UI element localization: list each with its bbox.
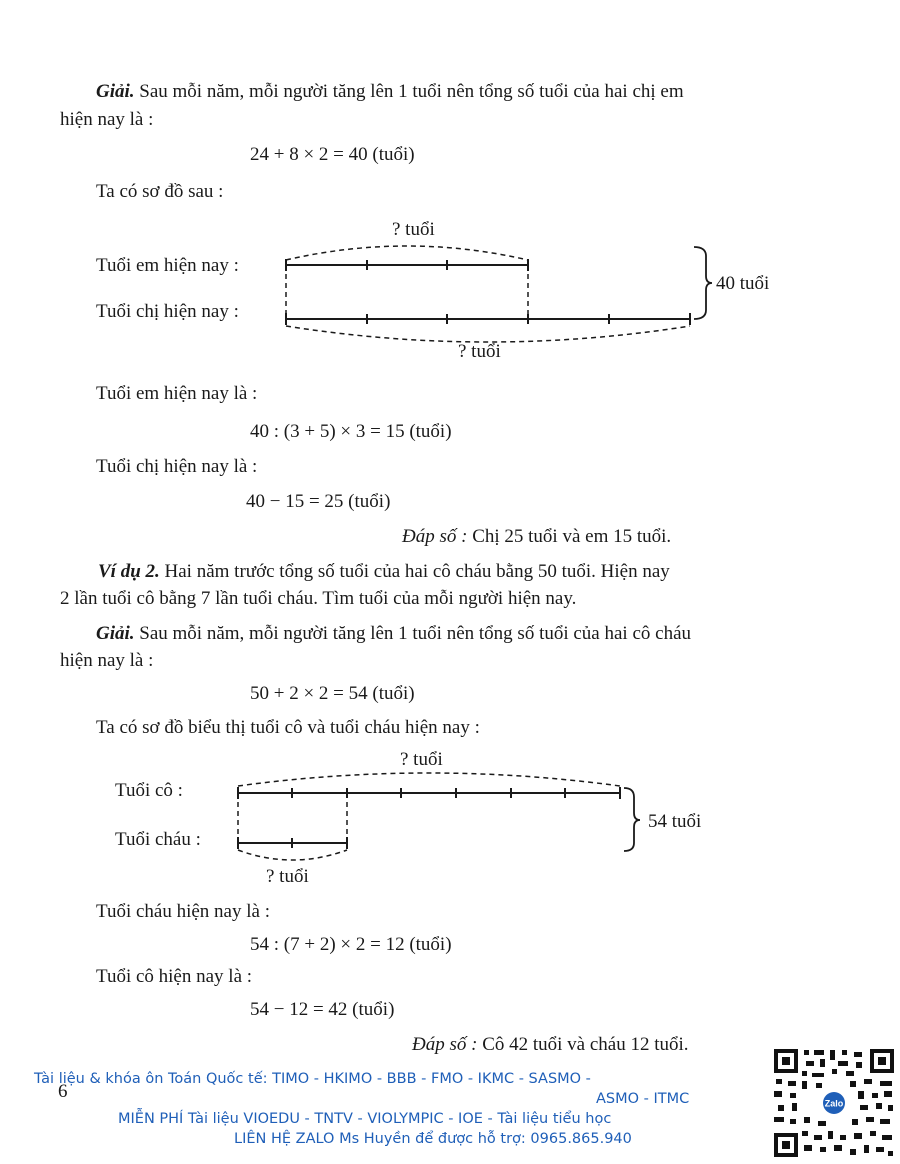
ex2-title: Ví dụ 2. bbox=[98, 561, 160, 582]
ex1-answer-text: Chị 25 tuổi và em 15 tuổi. bbox=[467, 526, 672, 547]
footer-line3: MIỄN PHÍ Tài liệu VIOEDU - TNTV - VIOLYMPIC - IOE - Tài liệu tiểu học bbox=[118, 1111, 612, 1127]
ex2-answer bbox=[412, 1033, 689, 1057]
footer-line1: Tài liệu & khóa ôn Toán Quốc tế: TIMO - HKIMO - BBB - FMO - IKMC - SASMO - bbox=[34, 1071, 591, 1087]
ex1-step1-equation: 40 : (3 + 5) × 3 = 15 (tuổi) bbox=[250, 421, 452, 442]
ex2-diagram-question-top: ? tuổi bbox=[400, 749, 443, 770]
ex2-solution-text: Sau mỗi năm, mỗi người tăng lên 1 tuổi nên tổng số tuổi của hai cô cháu bbox=[134, 623, 692, 644]
ex2-step1-equation: 54 : (7 + 2) × 2 = 12 (tuổi) bbox=[250, 934, 452, 955]
footer-line4: LIÊN HỆ ZALO Ms Huyền để được hỗ trợ: 0965.865.940 bbox=[234, 1131, 632, 1147]
ex1-answer-label: Đáp số : bbox=[402, 526, 468, 547]
ex2-diagram-total: 54 tuổi bbox=[648, 811, 702, 832]
ex1-diagram-question-top: ? tuổi bbox=[392, 219, 435, 240]
ex1-step2-text: Tuổi chị hiện nay là : bbox=[96, 456, 258, 477]
ex2-diagram-intro: Ta có sơ đồ biểu thị tuổi cô và tuổi cháu hiện nay : bbox=[96, 717, 480, 738]
ex1-equation-1: 24 + 8 × 2 = 40 (tuổi) bbox=[250, 144, 415, 165]
footer-line2: ASMO - ITMC bbox=[596, 1091, 690, 1107]
ex2-answer-text: Cô 42 tuổi và cháu 12 tuổi. bbox=[477, 1034, 689, 1055]
ex1-step2-equation: 40 − 15 = 25 (tuổi) bbox=[246, 491, 391, 512]
ex2-diagram-question-bottom: ? tuổi bbox=[266, 866, 309, 887]
ex1-step1-text: Tuổi em hiện nay là : bbox=[96, 383, 258, 404]
ex2-solution-line2: hiện nay là : bbox=[60, 650, 154, 671]
ex2-step2-equation: 54 − 12 = 42 (tuổi) bbox=[250, 999, 395, 1020]
zalo-badge-text: Zalo bbox=[824, 1098, 844, 1109]
ex2-equation-1: 50 + 2 × 2 = 54 (tuổi) bbox=[250, 683, 415, 704]
page-number: 6 bbox=[58, 1081, 68, 1102]
ex1-diagram-total: 40 tuổi bbox=[716, 273, 770, 294]
ex1-diagram-label-older: Tuổi chị hiện nay : bbox=[96, 301, 239, 322]
zalo-qr-code bbox=[772, 1047, 896, 1159]
ex2-step2-text: Tuổi cô hiện nay là : bbox=[96, 966, 253, 987]
ex1-solution-line2: hiện nay là : bbox=[60, 109, 154, 130]
ex2-diagram-label-niece: Tuổi cháu : bbox=[115, 829, 201, 850]
ex2-problem-text: Hai năm trước tổng số tuổi của hai cô cháu bằng 50 tuổi. Hiện nay bbox=[159, 561, 670, 582]
ex1-solution-text: Sau mỗi năm, mỗi người tăng lên 1 tuổi nên tổng số tuổi của hai chị em bbox=[134, 81, 684, 102]
ex2-problem-line2: 2 lần tuổi cô bằng 7 lần tuổi cháu. Tìm tuổi của mỗi người hiện nay. bbox=[60, 588, 577, 609]
ex1-diagram-intro: Ta có sơ đồ sau : bbox=[96, 181, 224, 202]
ex2-step1-text: Tuổi cháu hiện nay là : bbox=[96, 901, 270, 922]
ex2-solution-label: Giải. bbox=[96, 623, 135, 644]
ex2-answer-label: Đáp số : bbox=[412, 1034, 478, 1055]
ex2-diagram-label-aunt: Tuổi cô : bbox=[115, 780, 183, 801]
ex1-diagram-label-younger: Tuổi em hiện nay : bbox=[96, 255, 239, 276]
ex1-diagram-question-bottom: ? tuổi bbox=[458, 341, 501, 362]
ex1-solution-label: Giải. bbox=[96, 81, 135, 102]
